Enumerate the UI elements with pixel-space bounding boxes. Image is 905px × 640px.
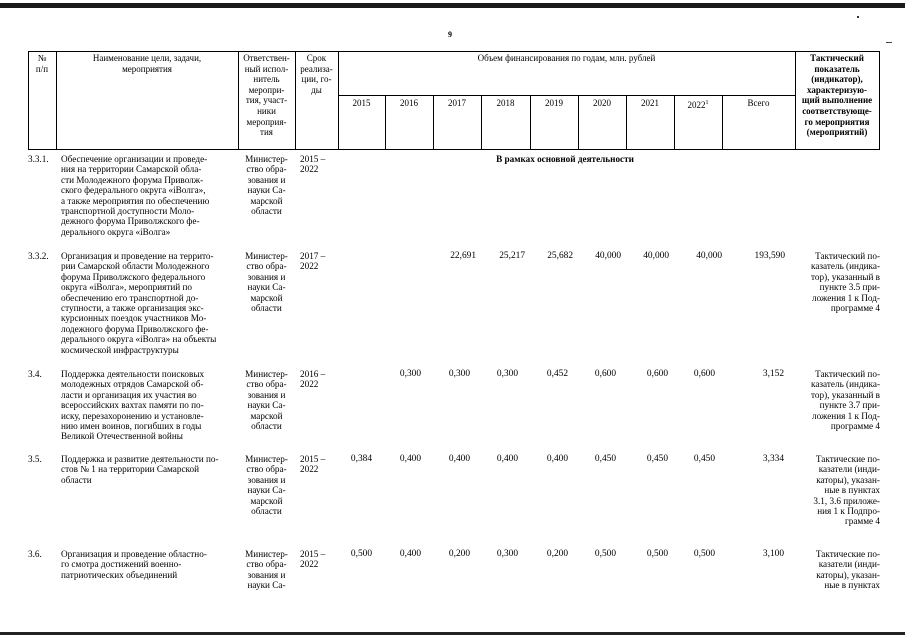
header-year: 2016 bbox=[400, 98, 418, 108]
table-header-divider bbox=[338, 95, 795, 96]
header-term: Срок реализа- ции, го- ды bbox=[300, 53, 333, 95]
row-total: 3,100 bbox=[762, 549, 784, 559]
row-value-2019: 0,452 bbox=[546, 369, 568, 379]
row-value-2022: 0,600 bbox=[693, 369, 715, 379]
row-responsible: Министер- ство обра- зования и науки Са- марской области bbox=[245, 454, 288, 517]
row-total: 3,334 bbox=[762, 454, 784, 464]
table-header-bottom bbox=[28, 149, 879, 150]
row-value-2021: 0,600 bbox=[646, 369, 668, 379]
row-value-2017: 22,691 bbox=[450, 251, 476, 261]
row-value-2019: 25,682 bbox=[547, 251, 573, 261]
row-value-2019: 0,200 bbox=[546, 549, 568, 559]
row-term: 2015 – 2022 bbox=[300, 454, 326, 475]
row-name: Поддержка деятельности поисковых молодежных отрядов Самарской об- ласти и организация их участия во всероссийских вахтах памяти по по- иску, перезахоронению и установле- нию имен воинов, погибших в годы Великой Отечественной войны bbox=[61, 369, 205, 442]
header-year: 2017 bbox=[448, 98, 466, 108]
row-value-2022: 0,450 bbox=[693, 454, 715, 464]
row-value-2020: 40,000 bbox=[595, 251, 621, 261]
row-term: 2017 – 2022 bbox=[300, 251, 326, 272]
row-value-2022: 40,000 bbox=[696, 251, 722, 261]
row-total: 3,152 bbox=[762, 369, 784, 379]
header-year: 2018 bbox=[496, 98, 515, 108]
row-value-2017: 0,300 bbox=[448, 369, 470, 379]
header-year: 2019 bbox=[545, 98, 563, 108]
table-border-top bbox=[28, 51, 879, 52]
header-name: Наименование цели, задачи, мероприятия bbox=[92, 53, 202, 74]
header-year-2022 bbox=[674, 98, 722, 111]
row-num: 3.3.1. bbox=[28, 154, 49, 164]
row-indicator: Тактические по- казатели (инди- каторы), указан- ные в пунктах 3.1, 3.6 приложе- ния 1 к Подпро- грамме 4 bbox=[813, 454, 880, 527]
row-term: 2016 – 2022 bbox=[300, 369, 326, 390]
row-responsible: Министер- ство обра- зования и науки Са- марской области bbox=[245, 251, 288, 314]
row-value-2019: 0,400 bbox=[546, 454, 568, 464]
header-indicator: Тактический показатель (индикатор), характеризую- щий выполнение соответствующе- го мероприятия (мероприятий) bbox=[801, 53, 873, 138]
row-name: Обеспечение организации и проведе- ния на территории Самарской обла- сти Молодежного форума Приволж- ского федерального округа «iВолга», а также мероприятия по обеспечению транспортной доступности Моло- дежного форума Приволжского фе- дерального округа «iВолга» bbox=[61, 154, 210, 237]
row-indicator: Тактический по- казатель (индика- тор), указанный в пункте 3.5 при- ложения 1 к Под- программе 4 bbox=[811, 251, 880, 314]
col-line bbox=[879, 51, 880, 150]
row-value-2016: 0,400 bbox=[399, 454, 421, 464]
row-value-2021: 40,000 bbox=[643, 251, 669, 261]
row-value-2016: 0,400 bbox=[399, 549, 421, 559]
row-value-2021: 0,500 bbox=[646, 549, 668, 559]
row-note: В рамках основной деятельности bbox=[496, 154, 634, 164]
header-funding: Объем финансирования по годам, млн. рублей bbox=[477, 53, 656, 63]
row-value-2018: 25,217 bbox=[499, 251, 525, 261]
row-responsible: Министер- ство обра- зования и науки Са- марской области bbox=[245, 154, 288, 217]
row-value-2018: 0,300 bbox=[496, 369, 518, 379]
row-indicator: Тактические по- казатели (инди- каторы), указан- ные в пунктах bbox=[815, 549, 880, 591]
row-value-2022: 0,500 bbox=[693, 549, 715, 559]
row-indicator: Тактический по- казатель (индика- тор), указанный в пункте 3.7 при- ложения 1 к Под- программе 4 bbox=[811, 369, 880, 432]
header-year: 2022 bbox=[687, 100, 706, 110]
row-term: 2015 – 2022 bbox=[300, 549, 326, 570]
row-term: 2015 – 2022 bbox=[300, 154, 326, 175]
row-value-2021: 0,450 bbox=[646, 454, 668, 464]
row-value-2020: 0,500 bbox=[594, 549, 616, 559]
header-year: 2021 bbox=[641, 98, 659, 108]
row-value-2017: 0,200 bbox=[448, 549, 470, 559]
page-number: 9 bbox=[448, 30, 452, 39]
row-name: Поддержка и развитие деятельности по- стов № 1 на территории Самарской области bbox=[61, 454, 219, 485]
header-year: 2020 bbox=[593, 98, 611, 108]
row-value-2020: 0,450 bbox=[594, 454, 616, 464]
footnote-mark: 1 bbox=[705, 100, 709, 106]
row-value-2016: 0,300 bbox=[399, 369, 421, 379]
header-year: 2015 bbox=[352, 98, 371, 108]
row-responsible: Министер- ство обра- зования и науки Са- bbox=[245, 549, 288, 591]
header-total: Всего bbox=[747, 98, 770, 108]
header-num: № п/п bbox=[35, 53, 49, 74]
row-value-2018: 0,300 bbox=[496, 549, 518, 559]
row-total: 193,590 bbox=[754, 251, 785, 261]
row-value-2015: 0,384 bbox=[350, 454, 372, 464]
row-value-2018: 0,400 bbox=[496, 454, 518, 464]
row-num: 3.3.2. bbox=[28, 251, 49, 261]
header-responsible: Ответствен- ный испол- нитель меропри- тия, участ- ники мероприя- тия bbox=[243, 53, 290, 138]
row-num: 3.5. bbox=[28, 454, 42, 464]
row-value-2020: 0,600 bbox=[594, 369, 616, 379]
row-responsible: Министер- ство обра- зования и науки Са- марской области bbox=[245, 369, 288, 432]
row-num: 3.6. bbox=[28, 549, 42, 559]
bottom-scan-border bbox=[0, 632, 905, 635]
row-name: Организация и проведение на террито- рии Самарской области Молодежного форума Приволжского федерального округа «iВолга», мероприятий по обеспечению его транспортной до- ступности, а также организация экс- курсионных поездок участников Мо- лодежного форума Приволжского фе- дерального округа «iВолга» на объекты космической инфраструктуры bbox=[61, 251, 217, 355]
row-num: 3.4. bbox=[28, 369, 42, 379]
row-value-2017: 0,400 bbox=[448, 454, 470, 464]
row-name: Организация и проведение областно- го смотра достижений военно- патриотических объединений bbox=[61, 549, 207, 580]
row-value-2015: 0,500 bbox=[350, 549, 372, 559]
